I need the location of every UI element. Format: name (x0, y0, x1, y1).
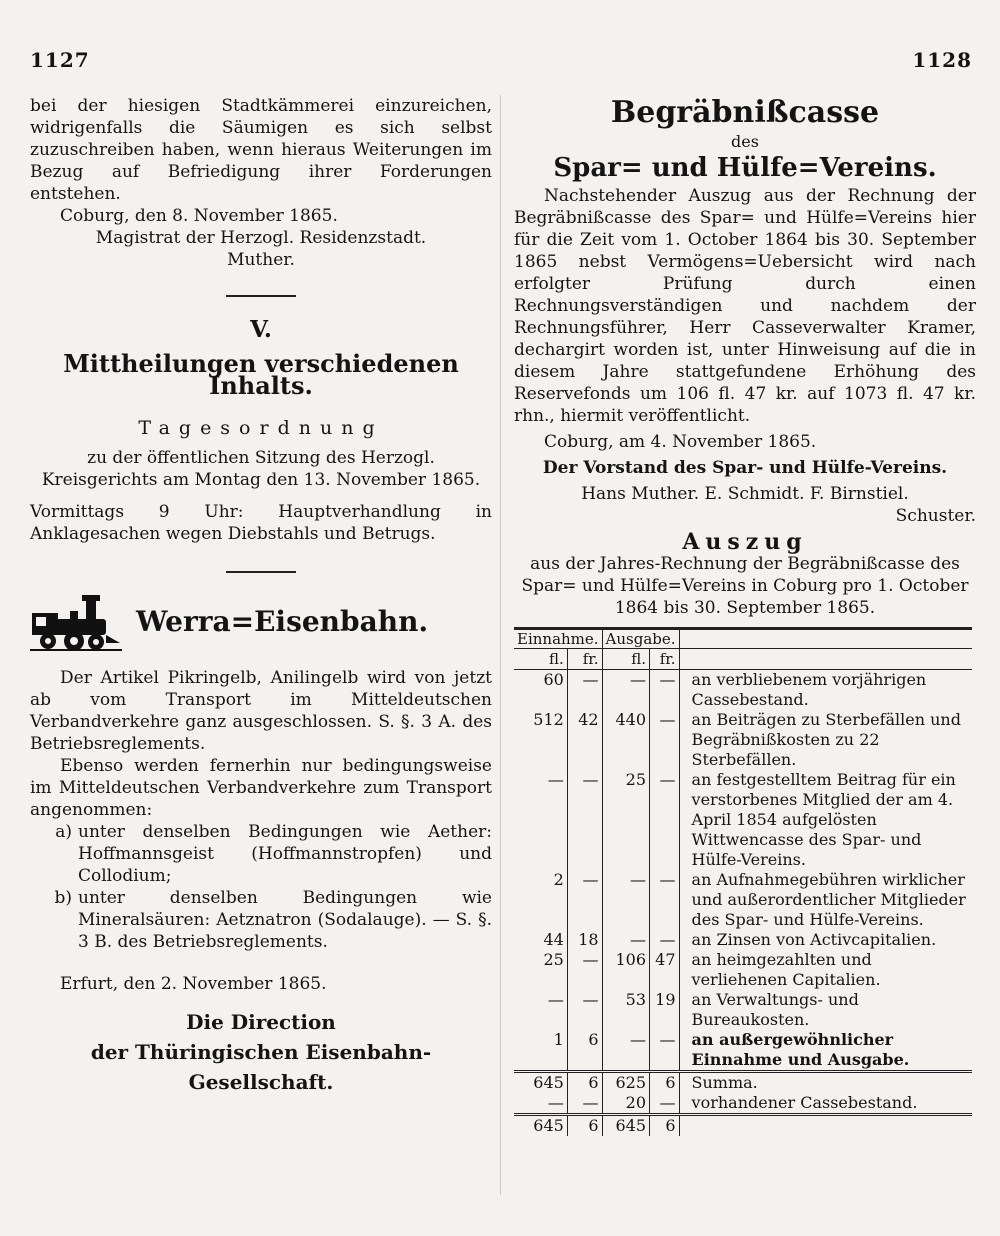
table-row (514, 710, 972, 770)
table-row (514, 770, 972, 870)
expense-fl: 25 (602, 770, 649, 870)
income-fl: 1 (514, 1030, 567, 1072)
page-number-left: 1127 (30, 48, 90, 72)
intro-paragraph: bei der hiesigen Stadtkämmerei einzureichen, widrigenfalls die Säumigen es sich selbst zuzuschreiben haben, wenn hieraus Weiterungen im Bezug auf Befriedigung ihrer Forderungen entstehen. (30, 96, 492, 204)
right-column (514, 95, 976, 1136)
row-description: an Verwaltungs- und Bureaukosten. (691, 990, 859, 1029)
board-line: Der Vorstand des Spar- und Hülfe-Vereins. (542, 458, 948, 478)
list-marker: b) (54, 888, 72, 908)
income-kr: 6 (567, 1115, 602, 1137)
signature-line: der Thüringischen Eisenbahn- (90, 1040, 432, 1064)
authority-line: Magistrat der Herzogl. Residenzstadt. (95, 228, 427, 248)
income-fl: — (514, 770, 567, 870)
list-text: unter denselben Bedingungen wie Aether: Hoffmannsgeist (Hoffmannstropfen) und Collodium; (78, 822, 492, 886)
income-fl: 60 (514, 670, 567, 711)
separator-rule (226, 571, 296, 573)
income-kr: 18 (567, 930, 602, 950)
railway-title: Werra=Eisenbahn. (136, 605, 429, 638)
signature-line: Die Direction (186, 1010, 336, 1034)
row-description: vorhandener Cassebestand. (691, 1093, 918, 1112)
expense-fl: 53 (602, 990, 649, 1030)
description-header (679, 629, 972, 649)
table-row (514, 1030, 972, 1072)
expense-kr: — (650, 770, 680, 870)
total-row (514, 1115, 972, 1137)
row-description: an Aufnahmegebühren wirklicher und außerordentlicher Mitglieder des Spar- und Hülfe-Vereins. (691, 870, 966, 929)
ledger-table (514, 627, 972, 1136)
expense-fl: — (602, 870, 649, 930)
expense-fl: — (602, 1030, 649, 1072)
fund-intro: Nachstehender Auszug aus der Rechnung der Begräbnißcasse des Spar= und Hülfe=Vereins hier für die Zeit vom 1. October 1864 bis 30. September 1865 nebst Vermögens=Uebersicht wird nach erfolgter Prüfung durch einen Rechnungsverständigen und nachdem der Rechnungsführer, Herr Casseverwalter Kramer, dechargirt worden ist, unter Hinweisung auf die in diesem Jahre stattgefundene Erhöhung des Reservefonds um 106 fl. 47 kr. auf 1073 fl. 47 kr. rhn., hiermit veröffentlicht. (514, 186, 976, 426)
income-kr: — (567, 950, 602, 990)
expense-kr: — (650, 930, 680, 950)
row-description: an Zinsen von Activcapitalien. (691, 930, 937, 949)
income-fl: 645 (514, 1072, 567, 1094)
expense-kr: 6 (650, 1072, 680, 1094)
railway-paragraph-1: Der Artikel Pikringelb, Anilingelb wird von jetzt ab vom Transport im Mitteldeutschen Verbandverkehre ganz ausgeschlossen. S. §. 3 A. des Betriebsreglements. (30, 668, 492, 754)
railway-header (30, 591, 492, 653)
balance-row (514, 1093, 972, 1115)
income-kr: — (567, 1093, 602, 1115)
expense-kr: 47 (650, 950, 680, 990)
agenda-item: Vormittags 9 Uhr: Hauptverhandlung in Anklagesachen wegen Diebstahls und Betrugs. (30, 502, 492, 544)
separator-rule (226, 295, 296, 297)
table-header-row (514, 629, 972, 649)
expense-fl: — (602, 670, 649, 711)
table-row (514, 950, 972, 990)
expense-kr: — (650, 1093, 680, 1115)
railway-paragraph-2: Ebenso werden fernerhin nur bedingungsweise im Mitteldeutschen Verbandverkehre zum Transport angenommen: (30, 756, 492, 820)
excerpt-title: Auszug (682, 529, 808, 555)
page-number-right: 1128 (912, 48, 972, 72)
income-kr: — (567, 670, 602, 711)
income-kr: 6 (567, 1030, 602, 1072)
table-row (514, 990, 972, 1030)
expense-kr: 19 (650, 990, 680, 1030)
list-item (30, 821, 492, 887)
income-kr: — (567, 990, 602, 1030)
title-des: des (731, 132, 759, 151)
board-last-name: Schuster. (895, 506, 976, 526)
list-text: unter denselben Bedingungen wie Mineralsäuren: Aetznatron (Sodalauge). — S. §. 3 B. des Betriebsreglements. (78, 888, 492, 952)
expense-kr: — (650, 670, 680, 711)
unit-fl: fl. (602, 649, 649, 670)
unit-fl: fl. (514, 649, 567, 670)
agenda-text: zu der öffentlichen Sitzung des Herzogl. Kreisgerichts am Montag den 13. November 1865. (41, 448, 481, 490)
signature-block (30, 1007, 492, 1097)
row-description: an festgestelltem Beitrag für ein verstorbenes Mitglied der am 4. April 1854 aufgelösten Wittwencasse des Spar- und Hülfe-Vereins. (691, 770, 956, 869)
income-fl: 512 (514, 710, 567, 770)
unit-kr: fr. (650, 649, 680, 670)
row-description: an Beiträgen zu Sterbefällen und Begräbnißkosten zu 22 Sterbefällen. (691, 710, 961, 769)
cemetery-fund-title: Begräbnißcasse (610, 95, 880, 130)
conditions-list (30, 821, 492, 953)
expense-fl: 20 (602, 1093, 649, 1115)
date-line: Coburg, den 8. November 1865. (60, 206, 338, 226)
section-number: V. (250, 316, 272, 343)
expense-kr: — (650, 1030, 680, 1072)
row-description: an außergewöhnlicher Einnahme und Ausgabe. (691, 1030, 910, 1069)
column-divider (500, 95, 501, 1195)
income-kr: — (567, 770, 602, 870)
list-marker: a) (55, 822, 72, 842)
income-kr: 42 (567, 710, 602, 770)
sum-row (514, 1072, 972, 1094)
row-description: Summa. (679, 1072, 972, 1094)
expense-fl: 645 (602, 1115, 649, 1137)
fund-date-line: Coburg, am 4. November 1865. (544, 432, 817, 452)
income-fl: 645 (514, 1115, 567, 1137)
list-item (30, 887, 492, 953)
railway-date: Erfurt, den 2. November 1865. (60, 974, 327, 994)
units-row (514, 649, 972, 670)
income-fl: 44 (514, 930, 567, 950)
table-row (514, 870, 972, 930)
expense-fl: — (602, 930, 649, 950)
income-header: Einnahme. (514, 629, 602, 649)
table-row (514, 930, 972, 950)
income-fl: 2 (514, 870, 567, 930)
association-title: Spar= und Hülfe=Vereins. (553, 153, 937, 183)
signature-line: Gesellschaft. (188, 1070, 334, 1094)
expense-kr: — (650, 870, 680, 930)
income-kr: — (567, 870, 602, 930)
income-kr: 6 (567, 1072, 602, 1094)
income-fl: — (514, 1093, 567, 1115)
excerpt-subtitle: aus der Jahres-Rechnung der Begräbnißcasse des Spar= und Hülfe=Vereins in Coburg pro 1. October 1864 bis 30. September 1865. (521, 554, 969, 618)
left-column (30, 95, 492, 1097)
expense-kr: 6 (650, 1115, 680, 1137)
expense-fl: 106 (602, 950, 649, 990)
expense-fl: 440 (602, 710, 649, 770)
expense-fl: 625 (602, 1072, 649, 1094)
table-row (514, 670, 972, 711)
expense-header: Ausgabe. (602, 629, 679, 649)
income-fl: 25 (514, 950, 567, 990)
locomotive-icon (30, 591, 122, 653)
agenda-title: Tagesordnung (138, 417, 384, 439)
income-fl: — (514, 990, 567, 1030)
signer: Muther. (227, 250, 295, 270)
board-names: Hans Muther. E. Schmidt. F. Birnstiel. (581, 484, 909, 504)
row-description: an verbliebenem vorjährigen Cassebestand. (691, 670, 927, 709)
row-description: an heimgezahlten und verliehenen Capitalien. (691, 950, 881, 989)
section-title: Mittheilungen verschiedenen Inhalts. (63, 349, 459, 400)
expense-kr: — (650, 710, 680, 770)
unit-kr: fr. (567, 649, 602, 670)
